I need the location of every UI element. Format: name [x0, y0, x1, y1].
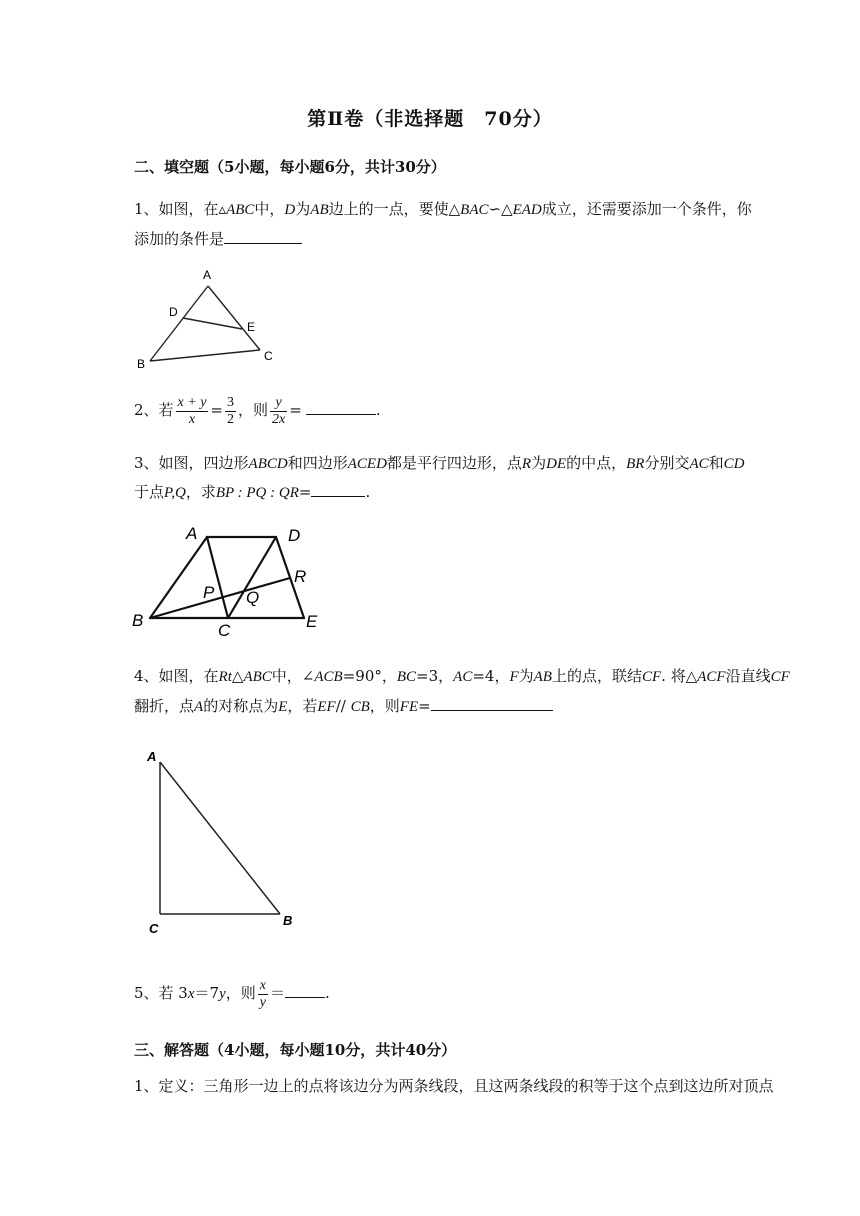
q3-label-d: D	[288, 526, 301, 545]
q5-equals: ＝	[269, 984, 285, 1002]
q4-text: 上的点，联结	[551, 667, 642, 685]
q5-text: ＝7	[194, 984, 220, 1002]
q4-label-b: B	[283, 913, 293, 928]
q1-similar-symbol: ∽△	[488, 200, 513, 218]
q2-fraction-y-over-2x	[270, 395, 287, 428]
question-5	[134, 974, 330, 1012]
q4-text: ，若	[287, 697, 318, 715]
q3-text: 于点	[134, 483, 165, 501]
question-1-line-1	[134, 199, 752, 220]
q1-side-ac	[208, 286, 260, 350]
q4-point-a: A	[194, 699, 204, 715]
q4-side-ab	[160, 762, 280, 914]
q4-text: 中，∠	[271, 667, 315, 685]
q1-triangle-abc: ▵ABC	[218, 202, 255, 218]
q3-text: 都是平行四边形，点	[386, 454, 522, 472]
q2-equals: =	[210, 401, 223, 419]
q4-text: =90°，	[342, 667, 397, 685]
q4-angle-acb: ACB	[314, 669, 343, 685]
section-heading-solve: 三、解答题（4小题，每小题10分，共计40分）	[134, 1041, 457, 1059]
q2-answer-blank[interactable]	[306, 399, 376, 415]
q4-rt: Rt	[218, 669, 232, 685]
q2-fraction-numerator: x + y	[177, 394, 207, 410]
q4-answer-blank[interactable]	[431, 695, 553, 711]
q3-ratio: BP : PQ : QR	[215, 485, 299, 501]
q5-text: 5、若 3	[134, 984, 188, 1002]
q4-text: =3，	[416, 667, 454, 685]
q4-triangle-acf: ACF	[697, 669, 726, 685]
q3-answer-blank[interactable]	[311, 481, 365, 497]
q1-label-c: C	[264, 349, 273, 363]
q3-text: 和	[708, 454, 724, 472]
q1-text: 边上的一点，要使△	[328, 200, 461, 218]
question-3-line-2	[134, 481, 370, 503]
q1-answer-blank[interactable]	[224, 228, 302, 244]
q2-text: ，则	[238, 401, 269, 419]
q1-text: 成立，还需要添加一个条件，你	[541, 200, 752, 218]
q3-segment-br: BR	[626, 456, 645, 472]
q3-side-ab	[150, 537, 207, 618]
q5-var-x: x	[187, 986, 195, 1002]
q1-point-d: D	[284, 202, 296, 218]
question-2	[134, 392, 381, 428]
q4-segment-ef: EF	[317, 699, 336, 715]
q4-line-cf: CF	[770, 669, 790, 685]
q4-segment-ab: AB	[533, 669, 552, 685]
q1-text: 添加的条件是	[134, 230, 225, 248]
q4-equals: =	[418, 697, 431, 715]
q3-label-b: B	[132, 611, 144, 630]
q1-triangle-bac: BAC	[460, 202, 489, 218]
q2-equals: =	[289, 401, 302, 419]
q3-quad-abcd: ABCD	[248, 456, 288, 472]
question-3-line-1	[134, 453, 745, 474]
q2-fraction-denominator: x	[188, 411, 196, 427]
q1-side-bc	[150, 350, 260, 361]
q3-label-e: E	[306, 612, 318, 631]
q4-text: ，则	[369, 697, 400, 715]
q4-text: 沿直线	[725, 667, 771, 685]
q3-segment-ac: AC	[689, 456, 709, 472]
q4-text: . 将△	[661, 667, 698, 685]
q3-label-c: C	[218, 621, 231, 638]
q4-text: =4，	[472, 667, 510, 685]
q2-fraction-denominator: 2	[227, 411, 234, 427]
q3-segment-cd: CD	[723, 456, 745, 472]
q3-side-ac	[207, 537, 228, 618]
q2-fraction-numerator: y	[270, 395, 287, 412]
q2-fraction-x-plus-y-over-x	[176, 395, 209, 428]
q3-quad-aced: ACED	[347, 456, 387, 472]
q3-parallelogram-figure	[128, 520, 328, 638]
q1-label-e: E	[247, 320, 256, 334]
q2-fraction-3-over-2	[225, 395, 236, 428]
q5-period: .	[325, 984, 330, 1002]
q4-segment-ac: AC	[453, 669, 473, 685]
question-1-line-2	[134, 228, 302, 249]
q1-triangle-figure	[132, 264, 282, 374]
q1-segment-ab: AB	[310, 202, 329, 218]
q4-point-f: F	[509, 669, 519, 685]
q4-triangle-abc: ABC	[243, 669, 272, 685]
q3-text: ，求	[185, 483, 216, 501]
q1-side-ba	[150, 286, 208, 361]
q3-label-r: R	[294, 567, 307, 586]
q2-fraction-denominator: 2x	[272, 411, 286, 427]
q4-text: 为	[518, 667, 534, 685]
q4-parallel-symbol: //	[335, 697, 351, 715]
q3-label-p: P	[203, 583, 215, 602]
q1-label-b: B	[137, 357, 146, 371]
q1-segment-de	[183, 318, 242, 329]
q3-text: 为	[531, 454, 547, 472]
question-4-line-1	[134, 666, 790, 687]
section-heading-fill-in: 二、填空题（5小题，每小题6分，共计30分）	[134, 158, 446, 176]
page-title: 第Ⅱ卷（非选择题 70分）	[307, 108, 553, 130]
q2-fraction-numerator: 3	[227, 394, 234, 410]
q3-label-q: Q	[246, 588, 260, 607]
q1-text: 为	[295, 200, 311, 218]
q5-fraction-denominator: y	[259, 994, 266, 1010]
q4-segment-cf: CF	[641, 669, 662, 685]
q3-point-r: R	[521, 456, 532, 472]
q1-label-a: A	[203, 268, 212, 282]
question-4-line-2	[134, 695, 553, 717]
q4-right-triangle-figure	[140, 742, 300, 942]
q3-label-a: A	[186, 524, 198, 543]
q3-text: 的中点，	[566, 454, 627, 472]
q5-answer-blank[interactable]	[285, 982, 325, 998]
q4-text: △	[231, 667, 244, 685]
question-section3-1: 1、定义：三角形一边上的点将该边分为两条线段，且这两条线段的积等于这个点到这边所对顶点	[134, 1077, 774, 1095]
q4-text: 的对称点为	[203, 697, 279, 715]
q4-label-c: C	[149, 921, 159, 936]
q1-text: 中，	[254, 200, 285, 218]
q4-text: 4、如图，在	[134, 667, 219, 685]
q4-point-e: E	[278, 699, 288, 715]
q4-segment-fe: FE	[399, 699, 419, 715]
q5-text: ，则	[225, 984, 256, 1002]
q3-segment-de: DE	[546, 456, 567, 472]
q4-text: 翻折，点	[134, 697, 195, 715]
q3-period: .	[365, 483, 371, 501]
q3-text: 和四边形	[287, 454, 348, 472]
q5-fraction-numerator: x	[259, 977, 266, 993]
q4-label-a: A	[147, 749, 157, 764]
q2-period: .	[375, 401, 381, 419]
q3-equals: =	[298, 483, 312, 501]
q3-text: 3、如图，四边形	[134, 454, 249, 472]
q5-fraction-x-over-y	[258, 978, 268, 1011]
q1-triangle-ead: EAD	[512, 202, 542, 218]
q2-text: 2、若	[134, 401, 174, 419]
q4-segment-cb: CB	[350, 699, 370, 715]
q1-label-d: D	[169, 305, 178, 319]
q3-text: 分别交	[644, 454, 690, 472]
q3-points-pq: P,Q	[164, 485, 186, 501]
q5-var-y: y	[219, 986, 226, 1002]
q4-segment-bc: BC	[396, 669, 417, 685]
q1-text: 1、如图，在	[134, 200, 219, 218]
